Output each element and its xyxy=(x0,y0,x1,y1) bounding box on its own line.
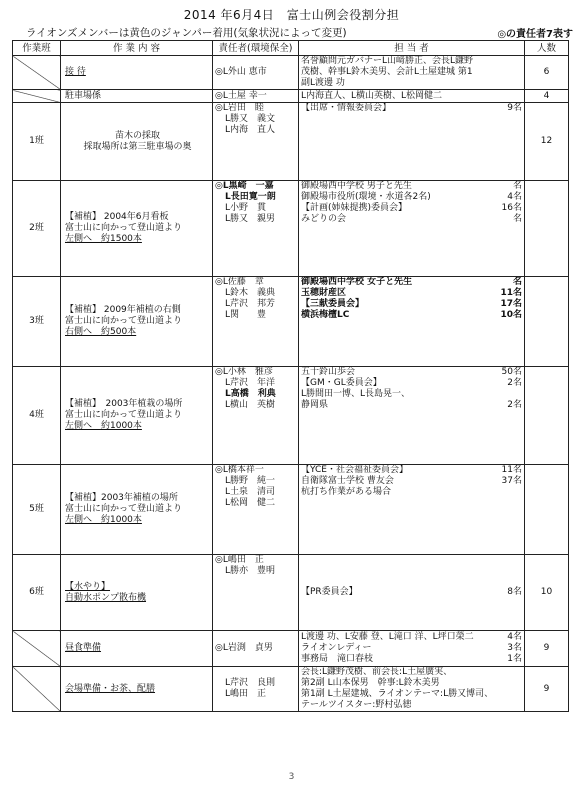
members-cell xyxy=(299,277,525,367)
member-line xyxy=(301,632,522,643)
member-count: 2名 xyxy=(507,400,522,410)
task-line: 苗木の採取 xyxy=(114,130,160,141)
members-cell xyxy=(299,631,525,667)
task-cell xyxy=(61,103,213,181)
member-count: 16名 xyxy=(501,203,522,213)
leader-name: ◎L嶋田 正 xyxy=(215,555,264,565)
team-cell xyxy=(13,90,61,103)
task-line: 【補植】2003年補植の場所 xyxy=(65,493,178,503)
member-text: L勝間田一博、L長島晃一、 xyxy=(301,389,411,399)
members-cell xyxy=(299,56,525,90)
header-task: 作 業 内 容 xyxy=(61,41,213,56)
task-line: 会場準備・お茶、配膳 xyxy=(65,683,156,694)
task-cell xyxy=(61,465,213,555)
leader-name: ◎L佐藤 章 xyxy=(215,277,264,287)
table-row xyxy=(13,667,569,712)
member-line xyxy=(301,476,522,487)
task-cell xyxy=(61,90,213,103)
task-line: 富士山に向かって登山道より xyxy=(65,223,183,233)
member-text: 五十鈴山歩会 xyxy=(301,367,356,377)
leader-name: ◎L外山 恵市 xyxy=(215,67,267,77)
task-cell xyxy=(61,367,213,465)
leader-name: L小野 貫 xyxy=(225,203,267,213)
member-count: 1名 xyxy=(507,654,522,664)
task-line: 左側へ 約1000本 xyxy=(65,515,142,525)
member-text: 【三献委員会】 xyxy=(301,299,365,309)
leader-name: L高橋 利典 xyxy=(225,389,276,399)
table-row xyxy=(13,90,569,103)
task-line: 富士山に向かって登山道より xyxy=(65,504,183,514)
leader-cell xyxy=(213,56,299,90)
count-cell: 9 xyxy=(525,667,569,712)
leader-name: L嶋田 正 xyxy=(225,689,267,699)
member-count: 10名 xyxy=(500,310,522,320)
team-cell: 6班 xyxy=(13,555,61,631)
leader-cell xyxy=(213,90,299,103)
task-line: 駐車場係 xyxy=(65,90,102,101)
task-line: 【補植】 2004年6月看板 xyxy=(65,212,169,222)
leader-name: L芹沢 良則 xyxy=(225,678,276,688)
member-count: 3名 xyxy=(507,643,522,653)
header-members: 担 当 者 xyxy=(299,41,525,56)
task-line: 【補植】 2009年補植の右側 xyxy=(65,305,181,315)
team-cell: 3班 xyxy=(13,277,61,367)
member-text: 静岡県 xyxy=(301,400,329,410)
leader-name: ◎L橋本祥一 xyxy=(215,465,264,475)
member-count: 50名 xyxy=(501,367,522,377)
leader-cell xyxy=(213,103,299,181)
member-count: 11名 xyxy=(501,465,522,475)
member-count: 4名 xyxy=(507,192,522,202)
member-line xyxy=(301,277,522,288)
member-line xyxy=(301,587,522,598)
leader-name: L関 豊 xyxy=(225,310,267,320)
members-cell xyxy=(299,103,525,181)
member-count: 37名 xyxy=(501,476,522,486)
member-text: 自衛隊富士学校 曹友会 xyxy=(301,476,394,486)
legend-note: ◎の責任者7表す xyxy=(497,29,573,40)
table-row xyxy=(13,103,569,181)
assignment-table xyxy=(12,40,569,712)
leader-name: ◎L岩渕 貞男 xyxy=(215,643,273,653)
task-line: 自動水ポンプ散布機 xyxy=(65,592,147,603)
member-count: 9名 xyxy=(507,103,522,113)
table-row xyxy=(13,465,569,555)
member-line xyxy=(301,378,522,389)
leader-name: L芹沢 邦芳 xyxy=(225,299,276,309)
count-cell xyxy=(525,181,569,277)
header-row xyxy=(13,41,569,56)
member-text: 御殿場西中学校 女子と先生 xyxy=(301,277,413,287)
table-row xyxy=(13,555,569,631)
table-row xyxy=(13,367,569,465)
leader-name: ◎L土屋 幸一 xyxy=(215,90,267,101)
leader-name: L勝又 親男 xyxy=(225,214,276,224)
leader-cell xyxy=(213,181,299,277)
member-line xyxy=(301,67,522,78)
leader-name: L芹沢 年洋 xyxy=(225,378,276,388)
member-line xyxy=(301,487,522,498)
member-line xyxy=(301,465,522,476)
leader-name: L勝又 義文 xyxy=(225,114,276,124)
team-cell: 2班 xyxy=(13,181,61,277)
member-line xyxy=(301,367,522,378)
member-text: ライオンレディー xyxy=(301,643,372,653)
task-cell xyxy=(61,667,213,712)
leader-cell xyxy=(213,667,299,712)
team-cell xyxy=(13,56,61,90)
task-line: 【補植】 2003年植栽の場所 xyxy=(65,399,183,409)
member-text: 玉穂財産区 xyxy=(301,288,347,298)
count-cell: 10 xyxy=(525,555,569,631)
task-line: 右側へ 約500本 xyxy=(65,327,137,337)
leader-cell xyxy=(213,277,299,367)
members-cell xyxy=(299,181,525,277)
team-cell: 1班 xyxy=(13,103,61,181)
member-line xyxy=(301,78,522,89)
member-text: みどりの会 xyxy=(301,214,347,224)
table-row xyxy=(13,181,569,277)
member-line xyxy=(301,667,522,678)
member-line xyxy=(301,678,522,689)
leader-name: ◎L黒崎 一嘉 xyxy=(215,181,274,191)
team-cell: 4班 xyxy=(13,367,61,465)
count-cell xyxy=(525,367,569,465)
member-text: 【計画(姉妹提携)委員会】 xyxy=(301,203,408,213)
member-line xyxy=(301,181,522,192)
member-text: 茂樹、幹事L鈴木美男、会計L土屋建城 第1 xyxy=(301,67,473,77)
task-cell xyxy=(61,277,213,367)
task-cell xyxy=(61,631,213,667)
member-text: 副L渡邊 功 xyxy=(301,78,345,88)
team-cell: 5班 xyxy=(13,465,61,555)
leader-name: L鈴木 義典 xyxy=(225,288,276,298)
member-text: L内海直人、L横山英樹、L松岡健二 xyxy=(301,90,443,101)
member-line xyxy=(301,288,522,299)
member-line xyxy=(301,214,522,225)
team-cell xyxy=(13,631,61,667)
member-text: 事務局 滝口春枝 xyxy=(301,654,374,664)
task-line: 昼食準備 xyxy=(65,643,102,653)
header-count: 人数 xyxy=(525,41,569,56)
count-cell: 9 xyxy=(525,631,569,667)
leader-cell xyxy=(213,367,299,465)
members-cell xyxy=(299,667,525,712)
member-text: 【出席・情報委員会】 xyxy=(301,103,392,113)
member-text: 横浜梅檀LC xyxy=(301,310,350,320)
member-line xyxy=(301,389,522,400)
leader-name: L松岡 健二 xyxy=(225,498,276,508)
member-count: 2名 xyxy=(507,378,522,388)
task-line: 左側へ 約1000本 xyxy=(65,421,142,431)
count-cell: 4 xyxy=(525,90,569,103)
member-text: 第1副 L土屋建城、ライオンテーマ:L勝又博司、 xyxy=(301,689,494,699)
member-text: 名誉顧問元ガバナーL山﨑勝正、会長L鎌野 xyxy=(301,56,474,66)
members-cell xyxy=(299,367,525,465)
count-cell: 6 xyxy=(525,56,569,90)
member-count: 17名 xyxy=(500,299,522,309)
member-line xyxy=(301,203,522,214)
leader-name: L内海 直人 xyxy=(225,125,276,135)
member-line xyxy=(301,103,522,114)
table-row xyxy=(13,56,569,90)
page-title: 2014 年6月4日 富士山例会役割分担 xyxy=(183,8,400,22)
member-text: 御殿場西中学校 男子と先生 xyxy=(301,181,412,191)
member-text: 会長:L鎌野茂樹、前会長:L土屋廣実、 xyxy=(301,667,453,677)
header-team: 作業班 xyxy=(13,41,61,56)
member-line xyxy=(301,310,522,321)
member-text: テールツイスター:野村弘徳 xyxy=(301,700,412,710)
member-text: 【GM・GL委員会】 xyxy=(301,378,382,388)
member-line xyxy=(301,700,522,711)
header-leader: 責任者(環境保全) xyxy=(213,41,299,56)
table-row xyxy=(13,277,569,367)
member-line xyxy=(301,56,522,67)
leader-name: ◎L小林 雅彦 xyxy=(215,367,273,377)
task-line: 富士山に向かって登山道より xyxy=(65,410,183,420)
member-text: 御殿場市役所(環境・水道各2名) xyxy=(301,192,431,202)
member-line xyxy=(301,400,522,411)
leader-name: L勝野 純一 xyxy=(225,476,276,486)
member-text: 杭打ち作業がある場合 xyxy=(301,487,392,497)
task-line: 【水やり】 xyxy=(65,581,111,592)
members-cell xyxy=(299,555,525,631)
member-count: 名 xyxy=(512,277,522,287)
task-line: 左側へ 約1500本 xyxy=(65,234,142,244)
table-row xyxy=(13,631,569,667)
leader-name: ◎L岩田 睦 xyxy=(215,103,264,113)
member-line xyxy=(301,299,522,310)
task-cell xyxy=(61,555,213,631)
leader-cell xyxy=(213,631,299,667)
count-cell xyxy=(525,277,569,367)
member-line xyxy=(301,192,522,203)
leader-name: L勝亦 豊明 xyxy=(225,566,276,576)
leader-cell xyxy=(213,465,299,555)
member-line xyxy=(301,654,522,665)
subtitle: ライオンズメンバーは黄色のジャンパー着用(気象状況によって変更) xyxy=(26,27,347,39)
task-cell xyxy=(61,56,213,90)
task-cell xyxy=(61,181,213,277)
leader-name: L土泉 清司 xyxy=(225,487,276,497)
member-text: L渡邊 功、L安藤 登、L滝口 洋、L坪口榮二 xyxy=(301,632,474,642)
leader-name: L横山 英樹 xyxy=(225,400,276,410)
task-line: 接 待 xyxy=(65,67,86,77)
member-line xyxy=(301,689,522,700)
member-count: 名 xyxy=(512,181,522,191)
member-text: 【PR委員会】 xyxy=(301,587,358,597)
task-line: 富士山に向かって登山道より xyxy=(65,316,183,326)
member-line xyxy=(301,91,522,102)
member-count: 名 xyxy=(512,214,522,224)
member-count: 4名 xyxy=(507,632,522,642)
task-line: 採取場所は第三駐車場の奥 xyxy=(83,141,192,152)
member-line xyxy=(301,643,522,654)
count-cell: 12 xyxy=(525,103,569,181)
members-cell xyxy=(299,90,525,103)
member-count: 8名 xyxy=(507,587,522,597)
leader-name: L長田寛一朗 xyxy=(225,192,276,202)
member-text: 第2副 L山本保男 幹事:L鈴木美男 xyxy=(301,678,440,688)
member-text: 【YCE・社会福祉委員会】 xyxy=(301,465,408,475)
team-cell xyxy=(13,667,61,712)
member-count: 11名 xyxy=(500,288,522,298)
count-cell xyxy=(525,465,569,555)
page-number: 3 xyxy=(288,772,295,782)
leader-cell xyxy=(213,555,299,631)
members-cell xyxy=(299,465,525,555)
